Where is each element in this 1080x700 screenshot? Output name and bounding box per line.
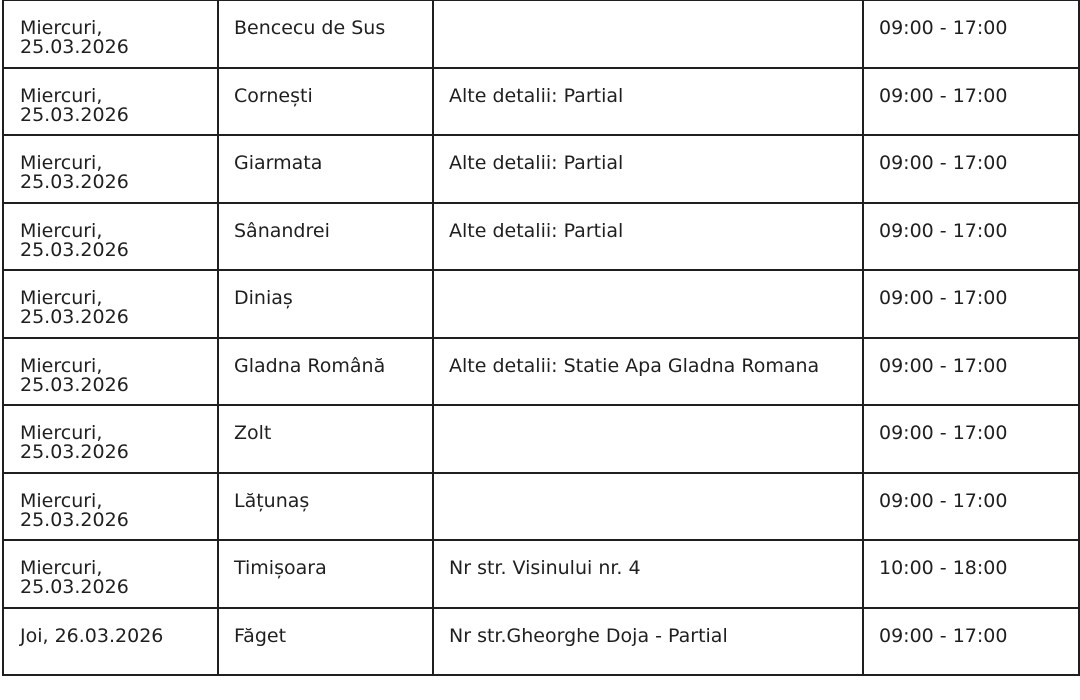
details-cell: [433, 0, 863, 68]
details-cell: [433, 473, 863, 541]
details-cell: Alte detalii: Statie Apa Gladna Romana: [433, 338, 863, 406]
time-cell: 09:00 - 17:00: [863, 203, 1079, 271]
date-text: Miercuri, 25.03.2026: [20, 489, 129, 531]
table-row: [3, 608, 1079, 676]
table-row: [3, 338, 1079, 406]
details-cell: Alte detalii: Partial: [433, 203, 863, 271]
location-cell: Timișoara: [218, 540, 433, 608]
table-row: [3, 68, 1079, 136]
date-cell: [3, 473, 218, 541]
time-cell: 09:00 - 17:00: [863, 473, 1079, 541]
table-row: [3, 473, 1079, 541]
details-cell: Nr str. Visinului nr. 4: [433, 540, 863, 608]
date-text: Miercuri, 25.03.2026: [20, 354, 129, 396]
location-cell: Făget: [218, 608, 433, 676]
date-cell: [3, 68, 218, 136]
date-cell: [3, 0, 218, 68]
date-text: Miercuri, 25.03.2026: [20, 219, 129, 261]
time-cell: 09:00 - 17:00: [863, 608, 1079, 676]
date-text: Miercuri, 25.03.2026: [20, 84, 129, 126]
date-text: Miercuri, 25.03.2026: [20, 287, 129, 328]
time-cell: 09:00 - 17:00: [863, 68, 1079, 136]
time-cell: 09:00 - 17:00: [863, 405, 1079, 473]
time-cell: 09:00 - 17:00: [863, 135, 1079, 203]
details-cell: Alte detalii: Partial: [433, 68, 863, 136]
location-cell: Zolt: [218, 405, 433, 473]
time-cell: 09:00 - 17:00: [863, 338, 1079, 406]
table-row: [3, 0, 1079, 68]
time-cell: 10:00 - 18:00: [863, 540, 1079, 608]
date-cell: [3, 135, 218, 203]
table-row: [3, 540, 1079, 608]
location-cell: Bencecu de Sus: [218, 0, 433, 68]
schedule-table-body: [3, 0, 1079, 675]
table-row: [3, 405, 1079, 473]
time-cell: 09:00 - 17:00: [863, 0, 1079, 68]
table-row: [3, 270, 1079, 338]
location-cell: Cornești: [218, 68, 433, 136]
schedule-table-container: [2, 0, 1078, 676]
table-row: [3, 135, 1079, 203]
location-cell: Lățunaș: [218, 473, 433, 541]
date-cell: [3, 540, 218, 608]
details-cell: Alte detalii: Partial: [433, 135, 863, 203]
date-text: Miercuri, 25.03.2026: [20, 422, 129, 463]
date-text: Miercuri, 25.03.2026: [20, 17, 129, 58]
date-text: Miercuri, 25.03.2026: [20, 152, 129, 193]
date-text: Miercuri, 25.03.2026: [20, 557, 129, 598]
schedule-table: [2, 0, 1080, 676]
location-cell: Gladna Română: [218, 338, 433, 406]
date-text: Joi, 26.03.2026: [20, 624, 164, 647]
date-cell: [3, 338, 218, 406]
time-cell: 09:00 - 17:00: [863, 270, 1079, 338]
date-cell: [3, 270, 218, 338]
table-row: [3, 203, 1079, 271]
location-cell: Giarmata: [218, 135, 433, 203]
date-cell: [3, 608, 218, 676]
date-cell: [3, 203, 218, 271]
details-cell: [433, 270, 863, 338]
details-cell: Nr str.Gheorghe Doja - Partial: [433, 608, 863, 676]
location-cell: Sânandrei: [218, 203, 433, 271]
location-cell: Diniaș: [218, 270, 433, 338]
details-cell: [433, 405, 863, 473]
date-cell: [3, 405, 218, 473]
